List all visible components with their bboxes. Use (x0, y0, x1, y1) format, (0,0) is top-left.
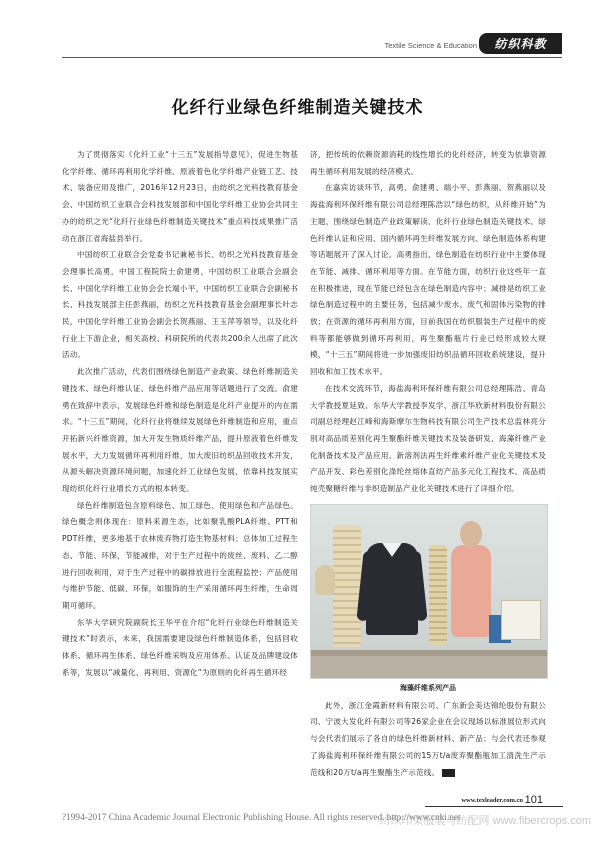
paragraph: 东华大学研究院副院长王华平在介绍“化纤行业绿色纤维制造关键技术”时表示，未来，我国需要建设绿色纤维制造体系，包括回收体系、循环再生体系、绿色纤维采购及应用体系、认证及品牌建设体系等，发展以“减量化、再利用、资源化”为原则的化纤再生循环经 (62, 617, 298, 677)
paragraph: 为了贯彻落实《化纤工业“十三五”发展指导意见》，促进生物基化学纤维、循环再利用化学纤维、原液着色化学纤维产业链工艺、技术、装备应用及推广，2016年12月23日，由纺织之光科技教育基金会、中国纺织工业联合会科技发展部和中国化学纤维工业协会共同主办的纺织之光“化纤行业绿色纤维制造关键技术”重点科技成果推广活动在浙江省海盐县举行。 (62, 150, 298, 243)
left-column (62, 147, 298, 682)
product-box (501, 600, 541, 640)
paragraph: 中国纺织工业联合会党委书记兼秘书长、纺织之光科技教育基金会理事长高勇，中国工程院院士俞建勇，中国纺织工业联合会副会长、中国化学纤维工业协会会长端小平，中国纺织工业联合会副秘书长、科技发展部主任彭燕丽，纺织之光科技教育基金会副理事长叶志民，中国化学纤维工业协会副会长贺燕丽、王玉萍等领导，以及化纤行业上下游企业，相关高校、科研院所的代表共200余人出席了此次活动。 (62, 250, 298, 360)
paragraph: 在技术交流环节，海盐海利环保纤维有限公司总经理陈浩、青岛大学教授夏延致、东华大学教授李发学、浙江华欣新材料股份有限公司副总经理赵江峰和海斯摩尔生物科技有限公司生产技术总监林亮分别对高品质差别化再生聚酯纤维关键技术及装备研发、海藻纤维产业化制备技术及产品应用、新溶剂法再生纤维素纤维产业化关键技术及产品开发、彩色差别化涤纶丝熔体直纺产品多元化工程技术、高品质纯壳聚糖纤维与非织造制品产业化关键技术进行了详细介绍。 (310, 383, 546, 494)
watermark: 纺织印染服装与纺配网 www.fibercrops.com (379, 815, 591, 827)
right-column (310, 147, 546, 781)
product-photo (310, 504, 548, 679)
paragraph: 此次推广活动，代表们围绕绿色制造产业政策、绿色纤维制造关键技术、绿色纤维认证、绿色纤维产品应用等话题进行了交流。俞建勇在致辞中表示，发展绿色纤维和绿色制造是化纤产业提升的内在需求。“十三五”期间，化纤行业将继续发展绿色纤维制造和应用，重点开拓新兴纤维资源，加大开发生物质纤维产品，提升原液着色纤维发展水平，大力发展循环再利用纤维，加大废旧纺织品回收技术开发，从源头解决资源环境问题，加速化纤工业绿色发展，依靠科技发展实现纺织化纤行业增长方式的根本转变。 (62, 367, 298, 494)
copyright-line: ?1994-2017 China Academic Journal Electronic Publishing House. All rights reserved. http://www.cnki.net (62, 813, 461, 823)
section-tab: 纺织科教 (479, 33, 562, 54)
footer-url: www.texleader.com.cn (461, 797, 523, 804)
paragraph (310, 698, 546, 782)
page-number: 101 (524, 794, 543, 806)
paragraph: 绿色纤维制造包含原料绿色、加工绿色、使用绿色和产品绿色。绿色概念则体现在：原料来源生态，比如聚乳酸PLA纤维、PTT和PDT纤维，更多地基于农林废弃物打造生物基材料；总体加工过程生态、节能、环保，节能减排，对于生产过程中的废丝、废料、乙二醇进行回收利用，对于生产过程中的碳排放进行全流程监控；产品使用与维护节能、低碳、环保，如服饰的生产采用循环再生纤维，生命周期可循环。 (62, 500, 298, 610)
paragraph-text: 此外，浙江金霞新材料有限公司、广东新会美达锦纶股份有限公司、宁波大发化纤有限公司等26家企业在会议现场以标准展位形式向与会代表们展示了各自的绿色纤维新材料、新产品；与会代表还参观了海盐海利环保纤维有限公司的15万t/a废弃聚酯瓶加工清洗生产示范线和20万t/a再生聚酯生产示范线。 (310, 700, 546, 777)
figure-caption: 海藻纤维系列产品 (400, 683, 456, 692)
footer-divider (425, 806, 563, 807)
fabric-roll (429, 545, 447, 645)
facial-mask (315, 565, 335, 595)
paragraph: 在嘉宾访谈环节，高勇、俞建勇、端小平、彭燕丽、贺燕丽以及海盐海利环保纤维有限公司总经理陈浩以“绿色纺织，从纤维开始”为主题，围绕绿色制造产业政策解读、化纤行业绿色制造关键技术、绿色纤维认证和应用、国内循环再生纤维发展方向、绿色制造体系构建等话题展开了深入讨论。高勇指出，绿色制造在纺织行业中主要体现在节能、减排、循环利用等方面。在节能方面，纺织行业这些年一直在积极推进，现在节能已经包含在绿色制造内容中；减排是纺织工业绿色制造过程中的主要任务，包括减少废水、废气和固体污染物的排放；在资源的循环再利用方面，目前我国在纺织服装生产过程中的废料等都能够做到循环再利用，再生聚酯瓶片行业已经形成较大规模，“十三五”期间将进一步加强废旧纺织品循环回收系统建设，提升回收和加工技术水平。 (310, 183, 546, 377)
paragraph: 济，把传统的依赖资源消耗的线性增长的化纤经济，转变为依靠资源再生循环利用发展的经济模式。 (310, 150, 546, 176)
journal-name: Textile Science & Education (384, 41, 477, 50)
mannequin (451, 545, 491, 637)
fabric-roll (333, 525, 361, 647)
header-divider (62, 57, 562, 58)
article-title: 化纤行业绿色纤维制造关键技术 (171, 98, 424, 118)
end-mark-icon (442, 769, 455, 777)
